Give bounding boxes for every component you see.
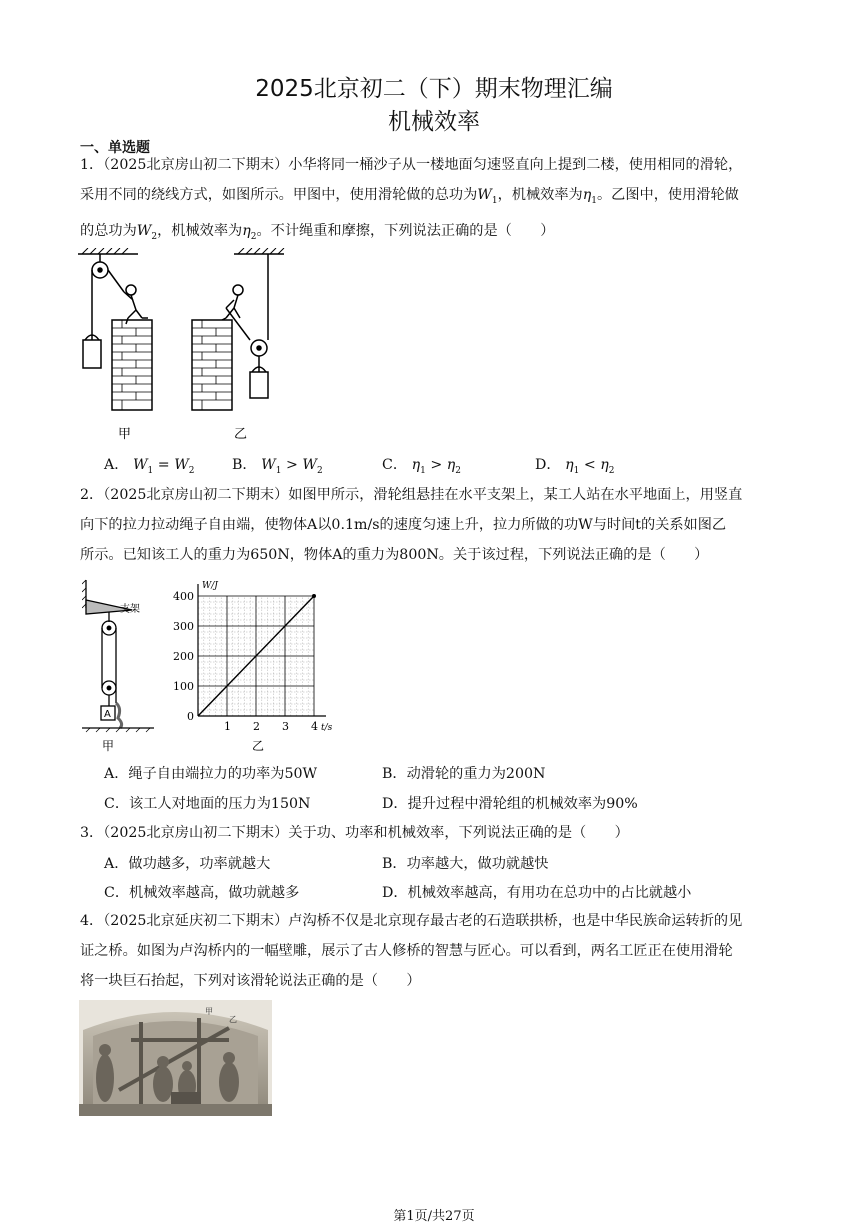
q3-option-a: A．做功越多，功率就越大 [104,856,271,872]
q1-option-c: C． $\eta_1 > \eta_2$ [382,457,461,476]
brick-wall-left [112,320,152,410]
x-axis-label: t/s [321,723,333,733]
y-axis-label: W/J [202,581,218,591]
y-tick-label: 400 [173,590,194,603]
x-tick-label: 2 [253,720,260,733]
data-point [312,594,316,598]
bracket-label: 支架 [120,604,140,615]
photo-label-yi: 乙 [229,1015,237,1024]
q3-option-c: C．机械效率越高，做功就越多 [104,885,300,901]
x-tick-label: 1 [224,720,231,733]
question-4-line: 将一块巨石抬起，下列对该滑轮说法正确的是（ ） [80,973,421,989]
x-tick-label: 4 [311,720,318,733]
y-tick-label: 200 [173,650,194,663]
section-heading: 一、单选题 [80,140,150,156]
question-2-line: 2．（2025北京房山初二下期末）如图甲所示，滑轮组悬挂在水平支架上，某工人站在水平地面上，用竖直 [80,487,743,503]
q2-option-d: D．提升过程中滑轮组的机械效率为90% [382,796,638,812]
page-title: 2025北京初二（下）期末物理汇编 [255,76,613,102]
q2-option-b: B．动滑轮的重力为200N [382,766,546,782]
q3-option-d: D．机械效率越高，有用功在总功中的占比就越小 [382,885,692,901]
object-a-label: A [104,709,111,720]
question-2-line: 向下的拉力拉动绳子自由端，使物体A以0.1m/s的速度匀速上升，拉力所做的功W与时间t的关系如图乙 [80,517,727,533]
q2-option-a: A．绳子自由端拉力的功率为50W [104,766,318,782]
q3-option-b: B．功率越大，做功就越快 [382,856,549,872]
q1-pulley-figure [76,248,291,448]
fig-label-jia: 甲 [102,739,115,753]
y-tick-label: 100 [173,680,194,693]
x-tick-label: 3 [282,720,289,733]
fixed-pulley-diagram [78,248,152,410]
work-time-chart [168,578,338,753]
question-1-line: 的总功为$W_2$，机械效率为$\eta_2$。不计绳重和摩擦，下列说法正确的是（ ） [80,222,555,242]
question-4-line: 4．（2025北京延庆初二下期末）卢沟桥不仅是北京现存最古老的石造联拱桥，也是中华民族命运转折的见 [80,913,743,929]
movable-pulley-diagram [192,248,284,410]
fig-label-yi: 乙 [252,739,265,753]
stone-relief-photo [79,1000,272,1116]
fig-label-jia: 甲 [118,427,132,442]
question-1-line: 1．（2025北京房山初二下期末）小华将同一桶沙子从一楼地面匀速竖直向上提到二楼，使用相同的滑轮， [80,157,743,173]
y-tick-label: 0 [187,710,194,723]
question-2 [80,480,792,570]
fig-label-yi: 乙 [234,427,248,442]
y-tick-label: 300 [173,620,194,633]
question-1-line: 采用不同的绕线方式，如图所示。甲图中，使用滑轮做的总功为$W_1$，机械效率为$\eta_1$。乙图中，使用滑轮做 [80,187,739,206]
question-4-line: 证之桥。如图为卢沟桥内的一幅壁雕，展示了古人修桥的智慧与匠心。可以看到，两名工匠正在使用滑轮 [80,943,733,959]
q2-option-c: C．该工人对地面的压力为150N [104,796,311,812]
q2-pulley-block-figure [82,578,162,753]
q1-option-b: B． $W_1 > W_2$ [232,457,323,476]
question-3: 3．（2025北京房山初二下期末）关于功、功率和机械效率，下列说法正确的是（ ） [80,825,629,841]
question-2-line: 所示。已知该工人的重力为650N，物体A的重力为800N。关于该过程，下列说法正确的是（ ） [80,547,709,563]
brick-wall-right [192,320,232,410]
photo-label-jia: 甲 [205,1007,213,1016]
page-number: 第1页/共27页 [393,1209,475,1224]
q1-option-a: A． $W_1 = W_2$ [104,457,195,476]
q1-option-d: D． $\eta_1 < \eta_2$ [535,457,615,476]
page-subtitle: 机械效率 [388,109,480,135]
question-4 [80,906,792,996]
question-1 [80,150,792,252]
